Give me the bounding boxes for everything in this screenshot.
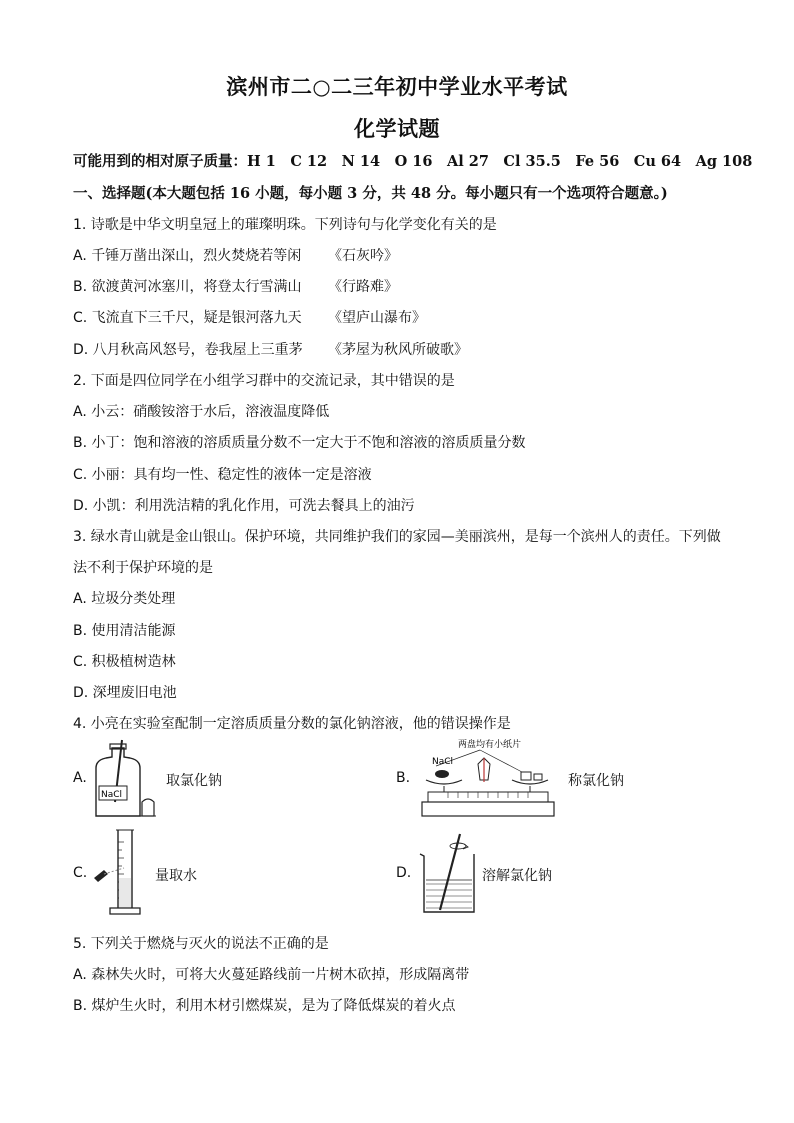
q5-option-b: B. 煤炉生火时，利用木材引燃煤炭，是为了降低煤炭的着火点 — [73, 998, 456, 1014]
q1-option-d — [73, 339, 303, 359]
q3-option-a: A. 垃圾分类处理 — [73, 591, 176, 607]
q1-option-c-poem: 《望庐山瀑布》 — [328, 310, 426, 326]
q1-option-a — [73, 245, 301, 265]
q4-option-b-letter: B. — [396, 770, 411, 786]
q1-option-a-poem: 《石灰吟》 — [328, 248, 398, 264]
question-3-stem-line2: 法不利于保护环境的是 — [73, 560, 213, 576]
question-4-stem: 4. 小亮在实验室配制一定溶质质量分数的氯化钠溶液，他的错误操作是 — [73, 716, 511, 732]
balance-note: 两盘均有小纸片 — [458, 740, 522, 750]
section-heading: 一、选择题(本大题包括 16 小题，每小题 3 分，共 48 分。每小题只有一个选项符合题意。) — [73, 185, 668, 202]
q3-option-d: D. 深埋废旧电池 — [73, 685, 177, 701]
question-3-stem-line1: 3. 绿水青山就是金山银山。保护环境，共同维护我们的家园—美丽滨州，是每一个滨州人的责任。下列做 — [73, 529, 721, 545]
q1-option-d-text: D. 八月秋高风怒号，卷我屋上三重茅 — [73, 342, 303, 358]
q4-option-c-caption: 量取水 — [155, 868, 197, 884]
q4-option-d-caption: 溶解氯化钠 — [482, 868, 552, 884]
q2-option-d: D. 小凯：利用洗洁精的乳化作用，可洗去餐具上的油污 — [73, 498, 415, 514]
graduated-cylinder-figure — [88, 828, 148, 918]
question-5-stem: 5. 下列关于燃烧与灭火的说法不正确的是 — [73, 936, 329, 952]
q1-option-b-text: B. 欲渡黄河冰塞川，将登太行雪满山 — [73, 279, 302, 295]
q1-option-d-poem: 《茅屋为秋风所破歌》 — [328, 342, 468, 358]
question-2-stem: 2. 下面是四位同学在小组学习群中的交流记录，其中错误的是 — [73, 373, 455, 389]
q1-option-c — [73, 307, 302, 327]
q3-option-b: B. 使用清洁能源 — [73, 623, 176, 639]
q1-option-a-text: A. 千锤万凿出深山，烈火焚烧若等闲 — [73, 248, 302, 264]
q4-option-d-letter: D. — [396, 865, 412, 881]
q2-option-b: B. 小丁：饱和溶液的溶质质量分数不一定大于不饱和溶液的溶质质量分数 — [73, 435, 526, 451]
q5-option-a: A. 森林失火时，可将大火蔓延路线前一片树木砍掉，形成隔离带 — [73, 967, 470, 983]
q1-option-b-poem: 《行路难》 — [328, 279, 398, 295]
question-1-stem: 1. 诗歌是中华文明皇冠上的璀璨明珠。下列诗句与化学变化有关的是 — [73, 217, 497, 233]
q3-option-c: C. 积极植树造林 — [73, 654, 176, 670]
exam-title: 滨州市二○二三年初中学业水平考试 — [226, 74, 568, 99]
q2-option-a: A. 小云：硝酸铵溶于水后，溶液温度降低 — [73, 404, 330, 420]
beaker-stirring-figure — [418, 830, 484, 916]
q4-option-a-caption: 取氯化钠 — [166, 773, 222, 789]
q2-option-c: C. 小丽：具有均一性、稳定性的液体一定是溶液 — [73, 467, 372, 483]
q1-option-c-text: C. 飞流直下三千尺，疑是银河落九天 — [73, 310, 302, 326]
pan-label: NaCl — [432, 757, 454, 767]
q1-option-b — [73, 276, 302, 296]
exam-subtitle: 化学试题 — [354, 116, 440, 141]
q4-option-a-letter: A. — [73, 770, 87, 786]
q4-option-b-caption: 称氯化钠 — [568, 773, 624, 789]
q4-option-c-letter: C. — [73, 865, 88, 881]
bottle-label: NaCl — [101, 790, 123, 800]
reagent-bottle-figure — [88, 738, 158, 820]
balance-figure — [418, 736, 563, 822]
atomic-masses: 可能用到的相对原子质量：H 1 C 12 N 14 O 16 Al 27 Cl 35.5 Fe 56 Cu 64 Ag 108 — [73, 153, 753, 170]
